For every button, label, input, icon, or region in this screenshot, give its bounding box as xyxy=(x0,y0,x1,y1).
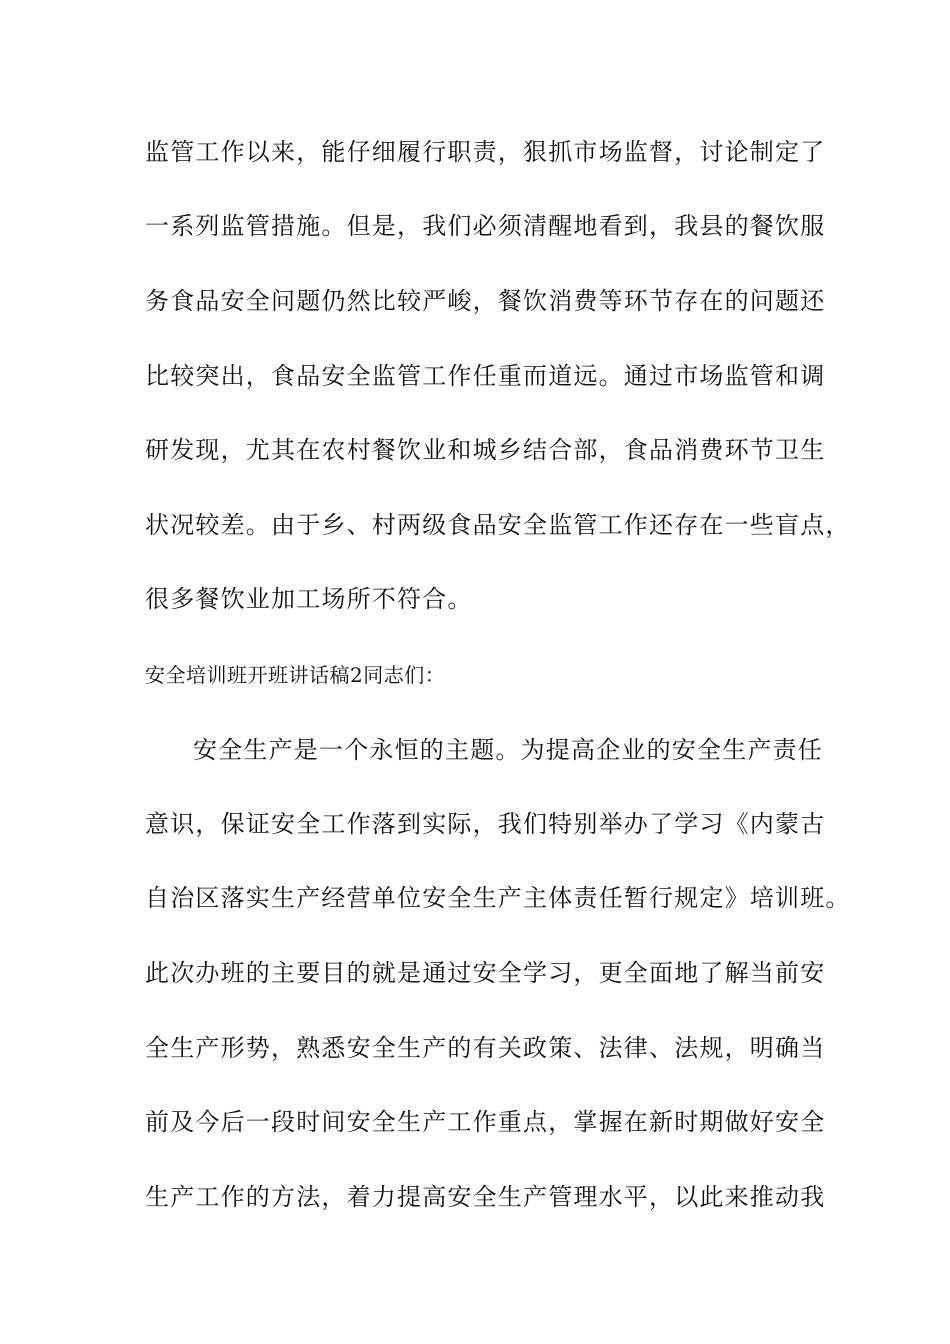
paragraph-line: 自治区落实生产经营单位安全生产主体责任暂行规定》培训班。 xyxy=(145,884,851,912)
paragraph-line: 生产工作的方法，着力提高安全生产管理水平，以此来推动我 xyxy=(145,1183,826,1211)
paragraph-line: 全生产形势，熟悉安全生产的有关政策、法律、法规，明确当 xyxy=(145,1034,826,1062)
paragraph-line: 安全生产是一个永恒的主题。为提高企业的安全生产责任 xyxy=(193,736,823,764)
paragraph-line: 一系列监管措施。但是，我们必须清醒地看到，我县的餐饮服 xyxy=(145,212,826,240)
paragraph-line: 很多餐饮业加工场所不符合。 xyxy=(145,585,473,613)
paragraph-line: 监管工作以来，能仔细履行职责，狠抓市场监督，讨论制定了 xyxy=(145,138,826,166)
section-heading: 安全培训班开班讲话稿2同志们： xyxy=(145,663,446,687)
paragraph-line: 状况较差。由于乡、村两级食品安全监管工作还存在一些盲点， xyxy=(145,511,851,539)
paragraph-line: 研发现，尤其在农村餐饮业和城乡结合部，食品消费环节卫生 xyxy=(145,436,826,464)
paragraph-line: 此次办班的主要目的就是通过安全学习，更全面地了解当前安 xyxy=(145,959,826,987)
paragraph-line: 意识，保证安全工作落到实际，我们特别举办了学习《内蒙古 xyxy=(145,810,826,838)
paragraph-line: 前及今后一段时间安全生产工作重点，掌握在新时期做好安全 xyxy=(145,1108,826,1136)
paragraph-line: 比较突出，食品安全监管工作任重而道远。通过市场监管和调 xyxy=(145,362,826,390)
paragraph-line: 务食品安全问题仍然比较严峻，餐饮消费等环节存在的问题还 xyxy=(145,287,826,315)
